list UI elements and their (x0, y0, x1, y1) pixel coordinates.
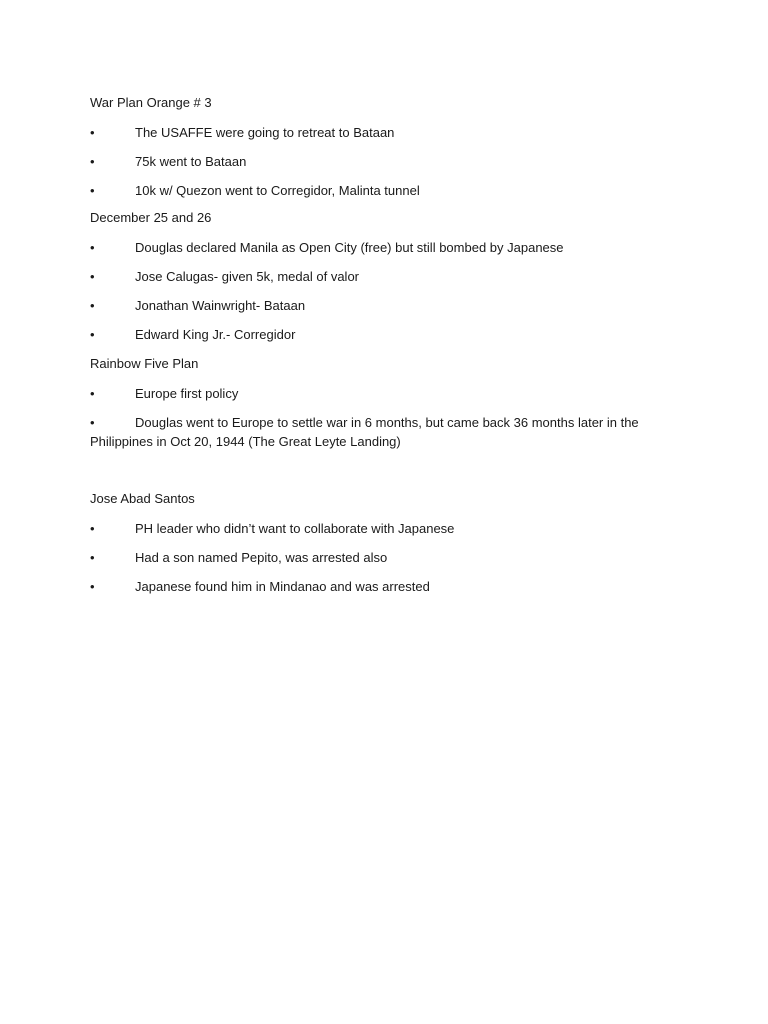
list-item (90, 519, 650, 538)
section-heading: Jose Abad Santos (90, 491, 195, 506)
list-item-text: Edward King Jr.- Corregidor (135, 327, 296, 342)
list-item (90, 577, 650, 596)
bullet-icon: • (90, 386, 95, 401)
list-item-text: Jonathan Wainwright- Bataan (135, 298, 306, 313)
list-item-text: Douglas declared Manila as Open City (free) but still bombed by Japanese (135, 240, 564, 255)
list-item (90, 123, 650, 142)
list-item (90, 152, 650, 171)
section-rainbow-five-plan (90, 355, 650, 451)
list-item-text: Europe first policy (135, 386, 239, 401)
list-item-text: Had a son named Pepito, was arrested also (135, 550, 388, 565)
list-item-text: Japanese found him in Mindanao and was arrested (135, 579, 430, 594)
bullet-icon: • (90, 550, 95, 565)
bullet-icon: • (90, 240, 95, 255)
section-heading: War Plan Orange # 3 (90, 95, 212, 110)
list-item-text: 75k went to Bataan (135, 154, 247, 169)
bullet-icon: • (90, 415, 95, 430)
bullet-icon: • (90, 327, 95, 342)
list-item-text: Douglas went to Europe to settle war in 6 months, but came back 36 months later in the Philippines in Oct 20, 1944 (The Great Leyte Landing) (90, 415, 639, 449)
list-item (90, 296, 650, 315)
list-item-text: 10k w/ Quezon went to Corregidor, Malinta tunnel (135, 183, 420, 198)
section-heading: Rainbow Five Plan (90, 356, 199, 371)
bullet-icon: • (90, 298, 95, 313)
bullet-icon: • (90, 521, 95, 536)
bullet-icon: • (90, 183, 95, 198)
section-heading: December 25 and 26 (90, 210, 212, 225)
list-item-text: PH leader who didn’t want to collaborate with Japanese (135, 521, 455, 536)
list-item (90, 238, 650, 257)
section-jose-abad-santos (90, 490, 650, 596)
bullet-icon: • (90, 125, 95, 140)
list-item-text: Jose Calugas- given 5k, medal of valor (135, 269, 360, 284)
bullet-icon: • (90, 154, 95, 169)
list-item-text: The USAFFE were going to retreat to Bataan (135, 125, 395, 140)
list-item (90, 413, 650, 451)
list-item (90, 548, 650, 567)
list-item (90, 325, 650, 344)
list-item (90, 384, 650, 403)
list-item (90, 181, 650, 200)
bullet-icon: • (90, 579, 95, 594)
section-war-plan-orange (90, 94, 650, 200)
list-item (90, 267, 650, 286)
bullet-icon: • (90, 269, 95, 284)
section-december-25-26 (90, 209, 650, 344)
